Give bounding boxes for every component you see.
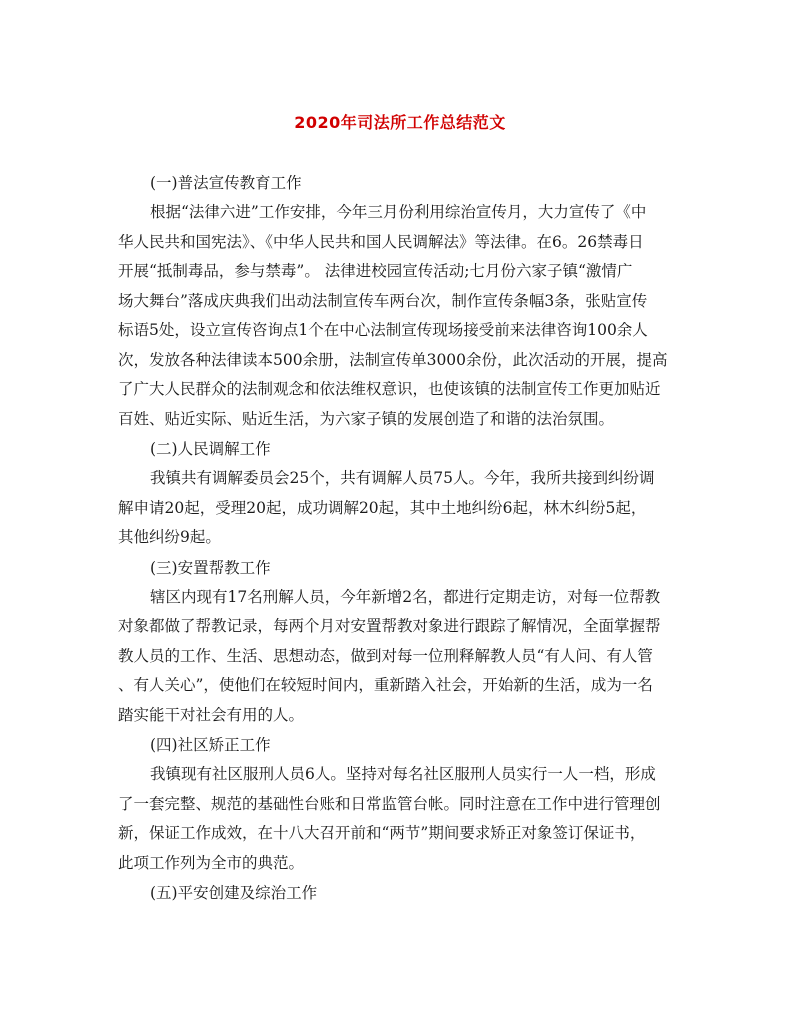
text-line: 我镇现有社区服刑人员6人。坚持对每名社区服刑人员实行一人一档，形成 bbox=[150, 765, 656, 783]
section-heading: (一)普法宣传教育工作 bbox=[150, 174, 302, 192]
section-heading: (四)社区矫正工作 bbox=[150, 736, 271, 754]
section-paragraph bbox=[118, 198, 682, 434]
text-line: 新，保证工作成效，在十八大召开前和“两节”期间要求矫正对象签订保证书， bbox=[118, 824, 646, 842]
text-line: 了一套完整、规范的基础性台账和日常监管台帐。同时注意在工作中进行管理创 bbox=[118, 794, 661, 813]
text-line: 次，发放各种法律读本500余册，法制宣传单3000余份，此次活动的开展，提高 bbox=[118, 350, 668, 369]
text-line: 、有人关心”，使他们在较短时间内，重新踏入社会，开始新的生活，成为一名 bbox=[118, 676, 653, 694]
section-heading: (三)安置帮教工作 bbox=[150, 558, 271, 577]
text-line: 开展“抵制毒品，参与禁毒”。 法律进校园宣传活动;七月份六家子镇“激情广 bbox=[118, 262, 633, 280]
section-paragraph bbox=[118, 760, 682, 878]
text-line: 解申请20起，受理20起，成功调解20起，其中土地纠纷6起，林木纠纷5起， bbox=[118, 498, 647, 517]
text-line: 辖区内现有17名刑解人员，今年新增2名，都进行定期走访，对每一位帮教 bbox=[150, 587, 661, 606]
text-line: 对象都做了帮教记录，每两个月对安置帮教对象进行跟踪了解情况，全面掌握帮 bbox=[118, 617, 661, 635]
section-paragraph bbox=[118, 464, 682, 553]
text-line: 华人民共和国宪法》、《中华人民共和国人民调解法》等法律。在6。26禁毒日 bbox=[118, 232, 644, 251]
section-heading: (二)人民调解工作 bbox=[150, 440, 271, 458]
text-line: 其他纠纷9起。 bbox=[118, 528, 221, 546]
text-line: 了广大人民群众的法制观念和依法维权意识，也使该镇的法制宣传工作更加贴近 bbox=[118, 380, 661, 398]
text-line: 我镇共有调解委员会25个，共有调解人员75人。今年，我所共接到纠纷调 bbox=[150, 469, 655, 487]
section-heading: (五)平安创建及综治工作 bbox=[150, 884, 318, 902]
document-title: 2020年司法所工作总结范文 bbox=[294, 113, 506, 132]
text-line: 此项工作列为全市的典范。 bbox=[118, 853, 305, 872]
text-line: 教人员的工作、生活、思想动态，做到对每一位刑释解教人员“有人问、有人管 bbox=[118, 646, 653, 665]
text-line: 踏实能干对社会有用的人。 bbox=[118, 705, 305, 724]
section-paragraph bbox=[118, 583, 682, 731]
text-line: 标语5处，设立宣传咨询点1个在中心法制宣传现场接受前来法律咨询100余人 bbox=[118, 321, 648, 339]
document-body bbox=[118, 168, 682, 908]
text-line: 场大舞台”落成庆典我们出动法制宣传车两台次，制作宣传条幅3条，张贴宣传 bbox=[118, 291, 648, 310]
text-line: 百姓、贴近实际、贴近生活，为六家子镇的发展创造了和谐的法治氛围。 bbox=[118, 409, 615, 428]
text-line: 根据“法律六进”工作安排，今年三月份利用综治宣传月，大力宣传了《中 bbox=[150, 203, 647, 221]
